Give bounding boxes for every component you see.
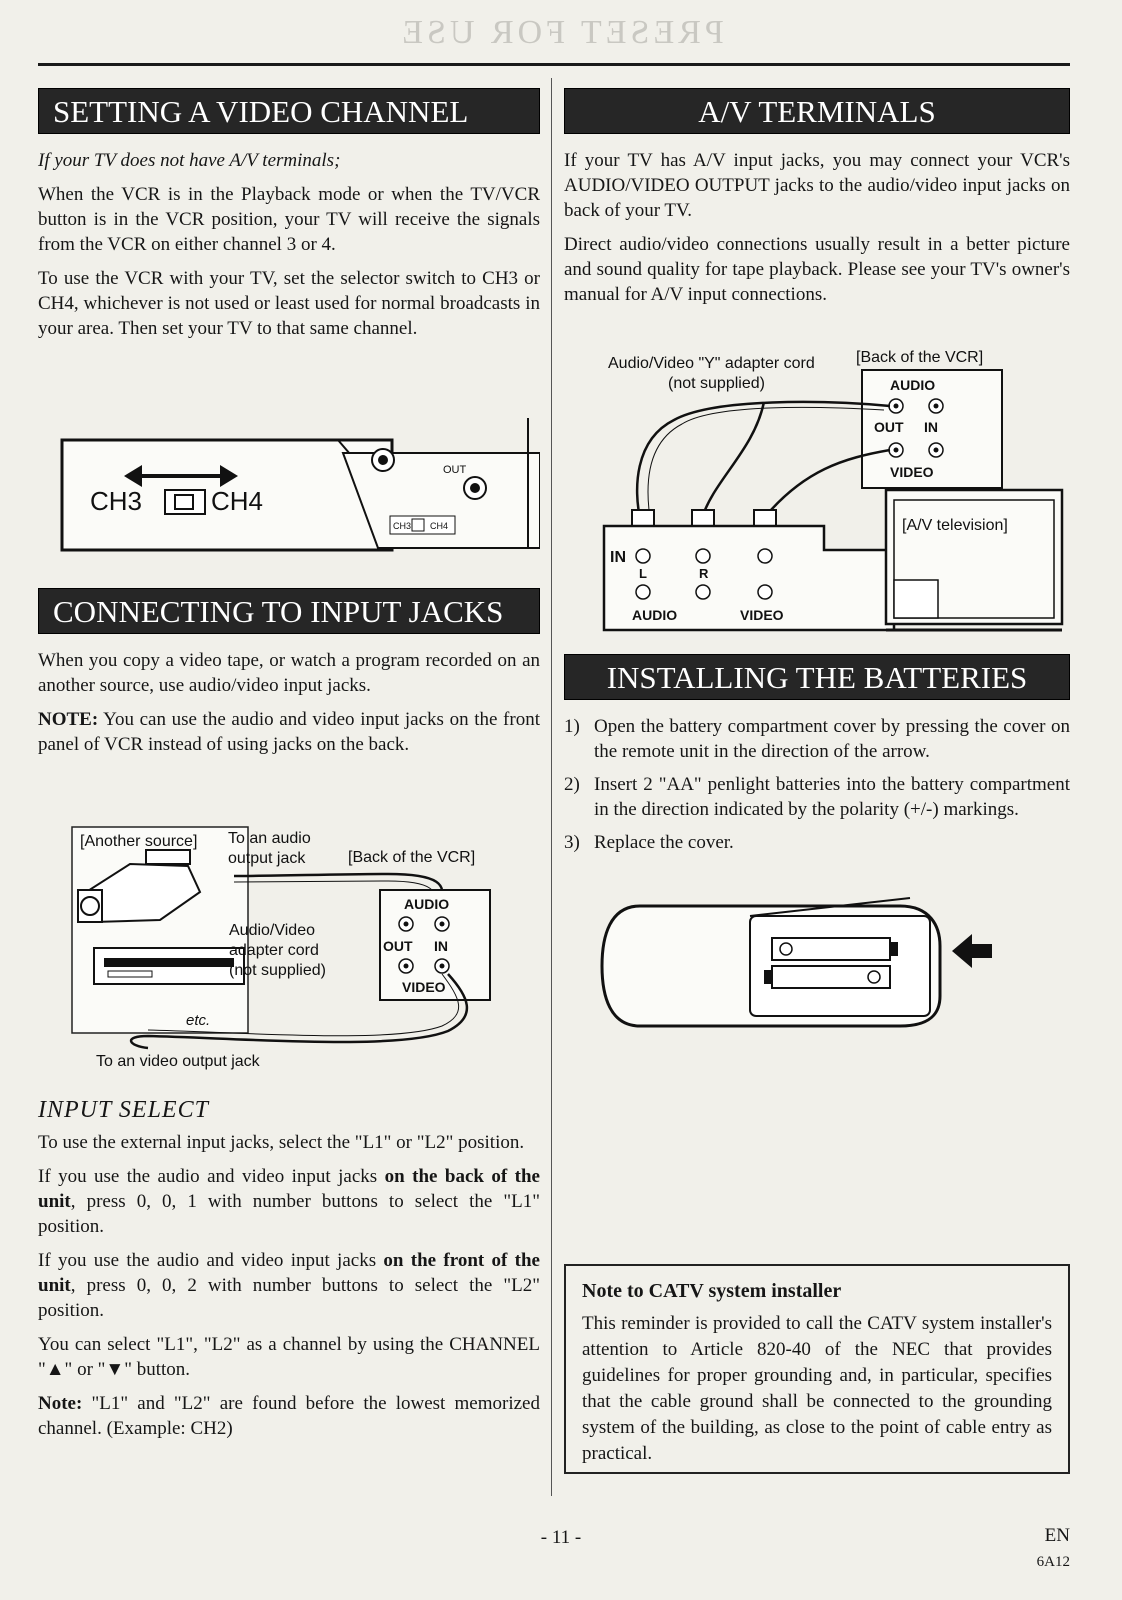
section-title: SETTING A VIDEO CHANNEL xyxy=(38,88,540,134)
section-title: CONNECTING TO INPUT JACKS xyxy=(38,588,540,634)
step-text: Insert 2 "AA" penlight batteries into the battery compartment in the direction indicated by the polarity (+/-) markings. xyxy=(594,774,1070,820)
text-run: , press 0, 0, 1 with number buttons to select the "L1" position. xyxy=(38,1191,540,1237)
video-jack-label: VIDEO xyxy=(402,979,446,995)
ch4-label: CH4 xyxy=(211,486,264,516)
note-paragraph xyxy=(38,1391,540,1441)
step-text: Replace the cover. xyxy=(594,832,734,853)
paragraph: When you copy a video tape, or watch a program recorded on an another source, use audio/video input jacks. xyxy=(38,650,540,696)
l-label: L xyxy=(639,566,647,581)
in-jack-label: IN xyxy=(434,938,448,954)
step-text: Open the battery compartment cover by pressing the cover on the remote unit in the direction of the arrow. xyxy=(594,716,1070,762)
audio-output-label-1: To an audio xyxy=(228,830,311,847)
step-item xyxy=(564,830,1070,855)
step-item xyxy=(564,714,1070,764)
section-installing-batteries xyxy=(564,654,1070,863)
tv-video-label: VIDEO xyxy=(740,607,784,623)
av-terminals-figure xyxy=(564,340,1070,640)
paragraph: When the VCR is in the Playback mode or when the TV/VCR button is in the VCR position, your TV will receive the signals from the VCR on either channel 3 or 4. xyxy=(38,184,540,255)
text-run: , press 0, 0, 2 with number buttons to select the "L2" position. xyxy=(38,1275,540,1321)
video-jack-label: VIDEO xyxy=(890,464,934,480)
y-adapter-label-1: Audio/Video "Y" adapter cord xyxy=(608,355,815,372)
section-title: INPUT SELECT xyxy=(38,1097,209,1123)
mini-ch4-label: CH4 xyxy=(430,521,449,531)
emphasis: on the back of the unit xyxy=(38,1166,540,1212)
back-of-vcr-label: [Back of the VCR] xyxy=(856,349,984,366)
page-number: - 11 - xyxy=(540,1527,582,1548)
paragraph: To use the external input jacks, select the "L1" or "L2" position. xyxy=(38,1132,525,1153)
input-jacks-figure xyxy=(38,826,540,1092)
intro-text: If your TV does not have A/V terminals; xyxy=(38,150,341,171)
step-number: 3) xyxy=(564,832,580,853)
section-setting-video-channel xyxy=(38,88,540,350)
etc-label: etc. xyxy=(186,1012,211,1029)
av-television-label: [A/V television] xyxy=(902,517,1008,534)
section-input-select xyxy=(38,1097,540,1450)
tv-in-label: IN xyxy=(610,549,626,566)
note-paragraph xyxy=(38,707,540,757)
back-of-vcr-label: [Back of the VCR] xyxy=(348,849,476,866)
step-item xyxy=(564,772,1070,822)
adapter-label-2: adapter cord xyxy=(229,942,319,959)
adapter-label-1: Audio/Video xyxy=(229,922,315,939)
tv-audio-label: AUDIO xyxy=(632,607,678,623)
another-source-label: [Another source] xyxy=(80,833,198,850)
note-label: NOTE: xyxy=(38,709,99,730)
paragraph: If your TV has A/V input jacks, you may connect your VCR's AUDIO/VIDEO OUTPUT jacks to the audio/video input jacks on back of your TV. xyxy=(564,150,1070,221)
step-number: 2) xyxy=(564,774,580,795)
document-code: 6A12 xyxy=(1036,1554,1070,1570)
emphasis: on the front of the unit xyxy=(38,1250,540,1296)
paragraph xyxy=(38,1248,540,1323)
catv-note-box xyxy=(564,1264,1070,1474)
ghost-header: PRESET FOR USE xyxy=(398,14,724,51)
section-connecting-input-jacks xyxy=(38,588,540,766)
ch3-label: CH3 xyxy=(90,486,143,516)
r-label: R xyxy=(699,566,709,581)
section-av-terminals xyxy=(564,88,1070,316)
audio-output-label-2: output jack xyxy=(228,850,306,867)
in-jack-label: IN xyxy=(924,419,938,435)
note-text: You can use the audio and video input jacks on the front panel of VCR instead of using jacks on the back. xyxy=(38,709,540,755)
note-label: Note: xyxy=(38,1393,83,1414)
y-adapter-label-2: (not supplied) xyxy=(668,375,765,392)
video-output-label: To an video output jack xyxy=(96,1053,260,1070)
note-text: "L1" and "L2" are found before the lowest memorized channel. (Example: CH2) xyxy=(38,1393,540,1439)
remote-battery-figure xyxy=(600,886,1020,1036)
audio-jack-label: AUDIO xyxy=(404,896,450,912)
text-run: If you use the audio and video input jacks xyxy=(38,1166,385,1187)
adapter-label-3: (not supplied) xyxy=(229,962,326,979)
text-run: If you use the audio and video input jacks xyxy=(38,1250,384,1271)
paragraph: You can select "L1", "L2" as a channel by using the CHANNEL "▲" or "▼" button. xyxy=(38,1334,540,1380)
paragraph xyxy=(38,1164,540,1239)
out-label: OUT xyxy=(443,464,467,476)
catv-note-title: Note to CATV system installer xyxy=(582,1280,842,1302)
paragraph: To use the VCR with your TV, set the selector switch to CH3 or CH4, whichever is not used or least used for normal broadcasts in your area. Then set your TV to that same channel. xyxy=(38,268,540,339)
audio-jack-label: AUDIO xyxy=(890,377,936,393)
section-title: INSTALLING THE BATTERIES xyxy=(564,654,1070,700)
column-divider xyxy=(551,78,552,1496)
out-jack-label: OUT xyxy=(874,419,904,435)
catv-note-text: This reminder is provided to call the CATV system installer's attention to Article 820-40 of the NEC that provides guidelines for proper grounding and, in particular, specifies that the cable ground shall be connected to the grounding system of the building, as close to the point of cable entry as practical. xyxy=(582,1313,1052,1464)
language-code: EN xyxy=(1044,1525,1070,1546)
out-jack-label: OUT xyxy=(383,938,413,954)
top-rule xyxy=(38,63,1070,66)
battery-steps xyxy=(564,714,1070,855)
section-title: A/V TERMINALS xyxy=(564,88,1070,134)
step-number: 1) xyxy=(564,716,580,737)
channel-selector-figure xyxy=(38,408,540,560)
paragraph: Direct audio/video connections usually result in a better picture and sound quality for tape playback. Please see your TV's owner's manual for A/V input connections. xyxy=(564,234,1070,305)
mini-ch3-label: CH3 xyxy=(393,521,412,531)
